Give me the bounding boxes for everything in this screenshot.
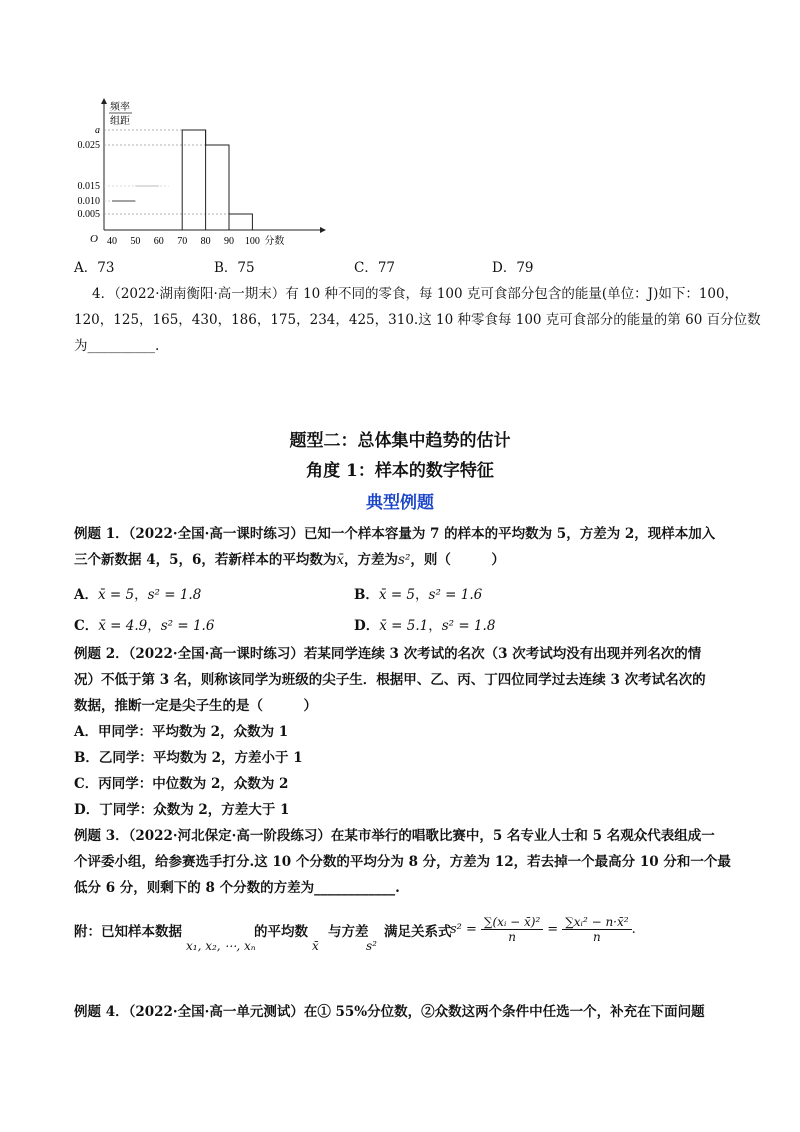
frequency-histogram [70,96,330,250]
origin-label: O [90,233,98,245]
q3-option-b: B．75 [214,260,255,276]
bar-80-90 [206,130,229,230]
q3-option-a: A．73 [74,260,115,276]
ex1-line-1: 例题 1．（2022·全国·高一课时练习）已知一个样本容量为 7 的样本的平均数为 5，方差为 2，现样本加入 [74,526,716,542]
ex2-option-b: B．乙同学：平均数为 2，方差小于 1 [74,750,303,766]
ex1-option-c: C．x̄ = 4.9，s² = 1.6 [74,618,215,634]
x-tick-label-3: 70 [177,236,188,247]
ex3-line-1: 例题 3．（2022·河北保定·高一阶段练习）在某市举行的唱歌比赛中，5 名专业人士和 5 名观众代表组成一 [74,828,715,844]
formula-numerator-2: ∑xᵢ² − n·x̄² [562,915,631,930]
ex2-option-d: D．丁同学：众数为 2，方差大于 1 [74,802,290,818]
y-tick-label-2: 0.015 [77,181,100,192]
ex1-option-d: D．x̄ = 5.1，s² = 1.8 [354,618,496,634]
variance-formula: s² = $\frac{\text{∑(xᵢ − x̄)²}}{n}$ = $\frac{\text{∑xᵢ² − n·x̄²}}{n}$ . [450,914,636,944]
q3-option-d: D．79 [492,260,534,276]
sample-data-vars: x₁, x₂, ⋯, xₙ [186,939,256,953]
y-tick-label-1: 0.025 [77,140,100,151]
typical-examples-heading: 典型例题 [366,493,434,513]
ex3-line-3: 低分 6 分，则剩下的 8 个分数的方差为____________. [74,880,400,896]
x-tick-label-2: 60 [153,236,164,247]
ex2-option-c: C．丙同学：中位数为 2，众数为 2 [74,776,289,792]
y-tick-label-0: a [95,125,100,136]
y-axis-arrow [101,98,107,104]
ex2-line-3: 数据，推断一定是尖子生的是（ ） [74,698,317,714]
formula-denominator-2: n [593,929,601,944]
angle-heading: 角度 1：样本的数字特征 [306,461,494,481]
mean-symbol: x̄ [312,939,319,953]
bar-90-100 [229,214,252,230]
q4-line-3: 为__________. [74,338,160,354]
x-tick-label-0: 40 [107,236,117,247]
ex2-line-1: 例题 2．（2022·全国·高一课时练习）若某同学连续 3 次考试的名次（3 次考试均没有出现并列名次的情 [74,646,702,662]
x-tick-label-4: 80 [200,236,211,247]
ex2-option-a: A．甲同学：平均数为 2，众数为 1 [74,724,289,740]
section-heading: 题型二：总体集中趋势的估计 [289,431,511,451]
x-axis-label: 分数 [264,236,285,247]
x-tick-label-5: 90 [224,236,234,247]
x-tick-label-1: 50 [130,236,141,247]
note-relation-label: 满足关系式 [384,924,452,940]
q4-line-1: 4．（2022·湖南衡阳·高一期末）有 10 种不同的零食，每 100 克可食部分包含的能量(单位：J)如下：100， [92,286,739,302]
ex2-line-2: 况）不低于第 3 名，则称该同学为班级的尖子生．根据甲、乙、丙、丁四位同学过去连续 3 次考试名次的 [74,672,706,688]
note-variance-label: 与方差 [328,924,369,940]
ex1-option-a: A．x̄ = 5，s² = 1.8 [74,587,202,603]
ex3-line-2: 个评委小组，给参赛选手打分.这 10 个分数的平均分为 8 分，方差为 12，若去掉一个最高分 10 分和一个最 [74,854,731,870]
x-tick-label-6: 100 [244,236,260,247]
q3-option-c: C．77 [354,260,396,276]
q4-line-2: 120，125，165，430，186，175，234，425，310.这 10 种零食每 100 克可食部分的能量的第 60 百分位数 [74,312,761,328]
formula-denominator-1: n [508,929,516,944]
variance-symbol: s² [366,939,377,953]
x-axis-arrow [320,227,326,233]
y-tick-label-4: 0.005 [77,209,100,220]
ex4-line-1: 例题 4．（2022·全国·高一单元测试）在① 55%分位数，②众数这两个条件中任选一个，补充在下面问题 [74,1004,705,1020]
y-tick-label-3: 0.010 [77,196,100,207]
ex1-option-b: B．x̄ = 5，s² = 1.6 [354,587,483,603]
note-mean-label: 的平均数 [254,924,308,940]
formula-numerator-1: ∑(xᵢ − x̄)² [481,915,543,930]
ex1-line-2: 三个新数据 4，5，6，若新样本的平均数为x̄，方差为s²，则（ ） [74,552,505,568]
y-axis-label-bottom: 组距 [110,116,130,127]
y-axis-label-top: 频率 [110,102,130,113]
note-intro: 附：已知样本数据 [74,924,182,940]
